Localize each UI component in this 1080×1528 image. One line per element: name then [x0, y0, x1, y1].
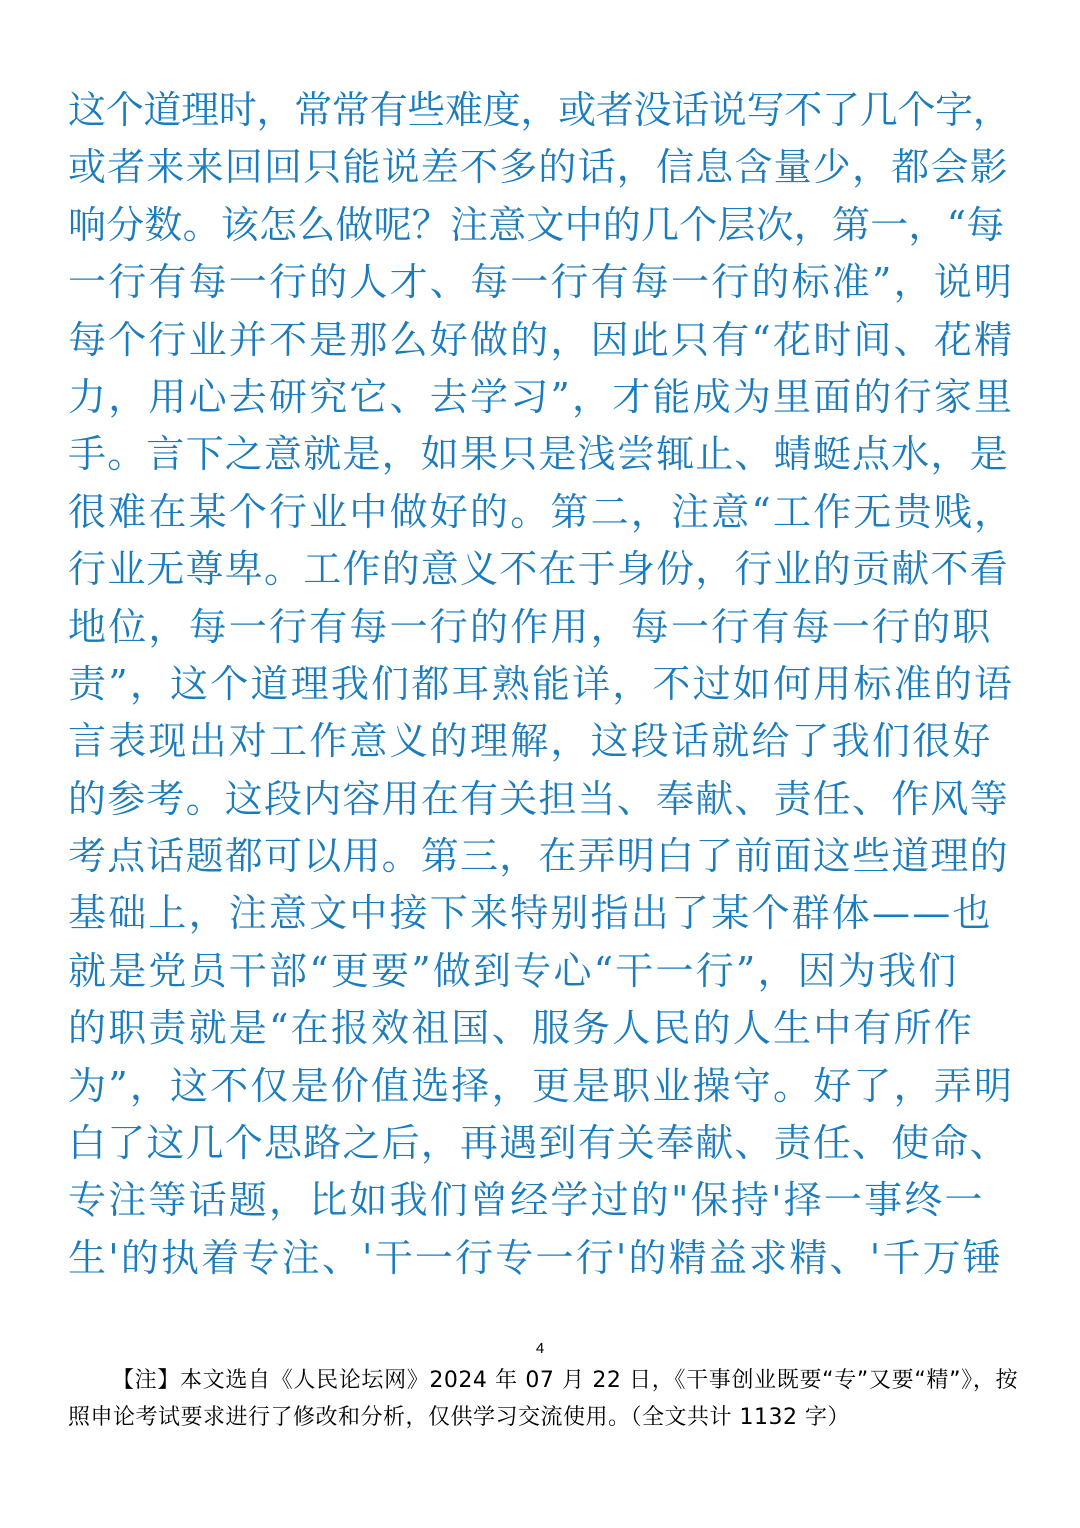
- body-line: 言表现出对工作意义的理解，这段话就给了我们很好: [68, 719, 993, 764]
- body-line: 白了这几个思路之后，再遇到有关奉献、责任、使命、: [68, 1121, 1009, 1166]
- body-line: 的参考。这段内容用在有关担当、奉献、责任、作风等: [68, 776, 1009, 821]
- body-line: 或者来来回回只能说差不多的话，信息含量少，都会影: [68, 145, 1009, 190]
- page-number: 4: [535, 1340, 545, 1357]
- body-line: 为”，这不仅是价值选择，更是职业操守。好了，弄明: [68, 1063, 1015, 1108]
- body-line: 行业无尊卑。工作的意义不在于身份，行业的贡献不看: [68, 547, 1009, 592]
- body-line: 每个行业并不是那么好做的，因此只有“花时间、花精: [68, 317, 1015, 362]
- body-line: 责”，这个道理我们都耳熟能详，不过如何用标准的语: [68, 661, 1015, 706]
- body-line: 地位，每一行有每一行的作用，每一行有每一行的职: [68, 604, 993, 649]
- footnote: 【注】本文选自《人民论坛网》2024 年 07 月 22 日，《干事创业既要“专”又要“精”》，按照申论考试要求进行了修改和分析，仅供学习交流使用。（全文共计 1132 字）: [68, 1368, 1018, 1430]
- body-line: 这个道理时，常常有些难度，或者没话说写不了几个字，: [68, 88, 1011, 132]
- body-line: 就是党员干部“更要”做到专心“干一行”，因为我们: [68, 948, 959, 993]
- body-line: 专注等话题，比如我们曾经学过的"保持'择一事终一: [68, 1178, 985, 1223]
- body-line: 生'的执着专注、'干一行专一行'的精益求精、'千万锤: [68, 1235, 1003, 1280]
- body-line: 很难在某个行业中做好的。第二，注意“工作无贵贱，: [68, 489, 1015, 534]
- body-line: 的职责就是“在报效祖国、服务人民的人生中有所作: [68, 1006, 975, 1051]
- body-line: 基础上，注意文中接下来特别指出了某个群体——也: [68, 891, 993, 936]
- body-line: 力，用心去研究它、去学习”，才能成为里面的行家里: [68, 374, 1015, 419]
- body-line: 一行有每一行的人才、每一行有每一行的标准”，说明: [68, 260, 1015, 305]
- body-line: 手。言下之意就是，如果只是浅尝辄止、蜻蜓点水，是: [68, 432, 1009, 477]
- body-line: 考点话题都可以用。第三，在弄明白了前面这些道理的: [68, 834, 1009, 879]
- body-paragraph: [68, 82, 1014, 1287]
- body-line: 响分数。该怎么做呢？注意文中的几个层次，第一，“每: [68, 202, 1005, 247]
